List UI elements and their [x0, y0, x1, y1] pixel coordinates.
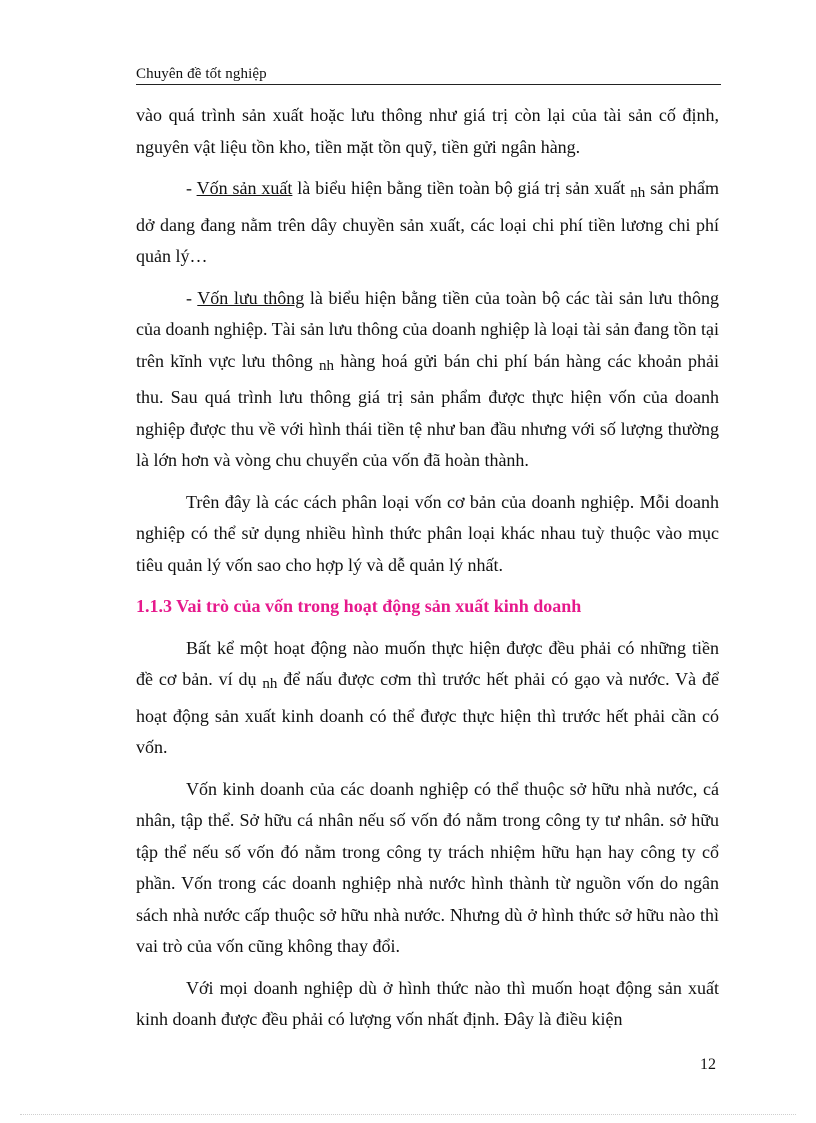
paragraph-circulation-capital: [136, 283, 719, 477]
paragraph-text: hàng hoá gửi bán chi phí bán hàng các khoản phải thu. Sau quá trình lưu thông giá trị sản phẩm được thực hiện vốn của doanh nghiệp được thu về với hình thái tiền tệ như ban đầu nhưng với số lượng thường là lớn hơn và vòng chu chuyển của vốn đã hoàn thành.: [136, 350, 719, 470]
list-dash: -: [186, 178, 197, 198]
paragraph-text: để nấu được cơm thì trước hết phải có gạo và nước. Và để hoạt động sản xuất kinh doanh có thể được thực hiện thì trước hết phải cần có vốn.: [136, 669, 719, 757]
paragraph-production-capital: [136, 173, 719, 273]
paragraph-summary: Trên đây là các cách phân loại vốn cơ bản của doanh nghiệp. Mỗi doanh nghiệp có thể sử dụng nhiều hình thức phân loại khác nhau tuỳ thuộc vào mục tiêu quản lý vốn sao cho hợp lý và dễ quản lý nhất.: [136, 491, 719, 575]
paragraph-prerequisite: [136, 633, 719, 764]
header-title: Chuyên đề tốt nghiệp: [136, 66, 267, 82]
footer-divider: [20, 1114, 796, 1115]
term-production-capital: Vốn sản xuất: [196, 178, 293, 198]
paragraph-ownership: Vốn kinh doanh của các doanh nghiệp có thể thuộc sở hữu nhà nước, cá nhân, tập thể. Sở hữu cá nhân nếu số vốn đó nằm trong công ty tư nhân. sở hữu tập thể nếu số vốn đó nằm trong công ty trách nhiệm hữu hạn hay công ty cổ phần. Vốn trong các doanh nghiệp nhà nước hình thành từ nguồn vốn do ngân sách nhà nước cấp thuộc sở hữu nhà nước. Nhưng dù ở hình thức sở hữu nào thì vai trò của vốn cũng không thay đổi.: [136, 778, 719, 956]
paragraph-text: là biểu hiện bằng tiền toàn bộ giá trị sản xuất: [292, 178, 631, 198]
paragraph-conclusion: Với mọi doanh nghiệp dù ở hình thức nào thì muốn hoạt động sản xuất kinh doanh được đều phải có lượng vốn nhất định. Đây là điều kiện: [136, 977, 719, 1029]
section-heading: 1.1.3 Vai trò của vốn trong hoạt động sản xuất kinh doanh: [136, 596, 582, 616]
subscript-abbrev: nh: [262, 676, 278, 692]
paragraph-text: Bất kể một hoạt động nào muốn thực hiện được đều phải có những tiền đề cơ bản. ví dụ: [136, 637, 719, 689]
term-circulation-capital: Vốn lưu thông: [197, 287, 305, 308]
page-header: [136, 64, 721, 85]
paragraph-text: là biểu hiện bằng tiền của toàn bộ các tài sản lưu thông của doanh nghiệp. Tài sản lưu thông của doanh nghiệp là loại tài sản đang tồn tại trên kĩnh vực lưu thông: [136, 287, 719, 371]
paragraph-text: sản phẩm dở dang đang nằm trên dây chuyền sản xuất, các loại chi phí tiền lương chi phí quản lý…: [136, 178, 720, 266]
list-dash: -: [186, 287, 198, 308]
document-body: [136, 100, 719, 1046]
subscript-abbrev: nh: [319, 357, 335, 374]
subscript-abbrev: nh: [630, 185, 646, 201]
page-number: 12: [700, 1056, 716, 1073]
paragraph-continuation: vào quá trình sản xuất hoặc lưu thông như giá trị còn lại của tài sản cố định, nguyên vật liệu tồn kho, tiền mặt tồn quỹ, tiền gửi ngân hàng.: [136, 105, 719, 157]
